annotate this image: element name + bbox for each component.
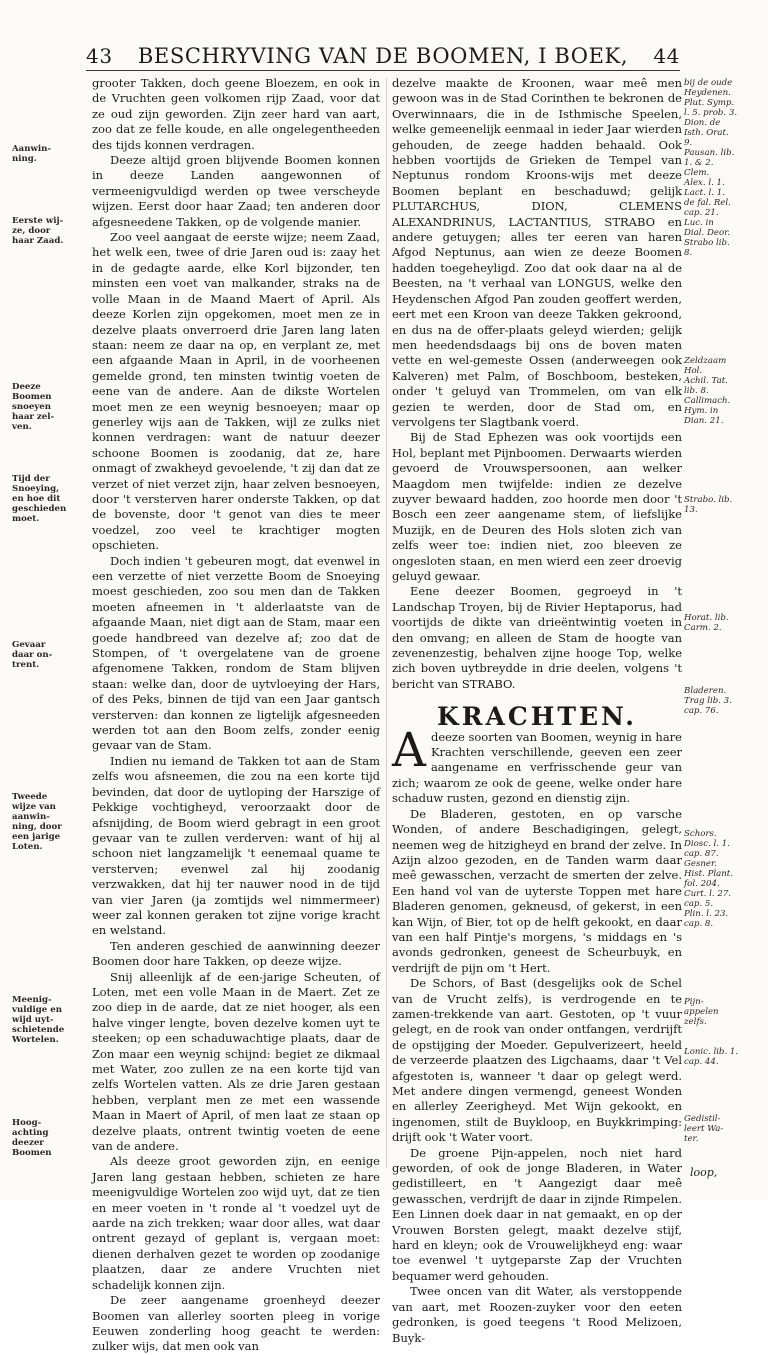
paragraph: Deeze altijd groen blijvende Boomen konnen in deeze Landen aangewonnen of vermeenigvuldigd werden op twee verscheyde wijzen. Eerst door haar Zaad; ten anderen door afgesneedene Takken, op de volgende manier. [92,153,380,229]
margin-citation-lonic: Lonic. lib. 1. cap. 44. [684,1047,739,1067]
paragraph: Eene deezer Boomen, gegroeyd in 't Landschap Troyen, bij de Rivier Heptaporus, had voortijds de dikte van drieëntwintig voeten in den omvang; en alleen de Stam de hoogte van zevenenzestig, behalven zijne hooge Top, welke zich boven uytbreydde in drie deelen, volgens 't bericht van STRABO. [392,584,682,691]
margin-note-gevaar: Gevaar daar on- trent. [12,640,53,670]
margin-citation-pijnappelen: Pijn- appelen zelfs. [684,997,719,1027]
section-title-krachten: KRACHTEN. [436,702,638,732]
margin-citation-heydenen: bij de oude Heydenen. Plut. Symp. l. 5. prob. 3. Dion. de Isth. Orat. 9. Pausan. lib. 1. & 2. Clem. Alex. l. 1. Lact. l. 1. de fal. Rel. cap. 21. Luc. in Dial. Deor. Strabo lib. 8. [684,78,738,258]
paragraph: De Bladeren, gestoten, en op varsche Wonden, of andere Beschadigingen, gelegt, neemen weg de hitzigheyd en brand der zelve. In Azijn alzoo gezoden, en de Tanden warm daar meê gewasschen, verzacht de smerten der zelve. Een hand vol van de uyterste Toppen met hare Bladeren genomen, gekneusd, of gekerst, in een kan Wijn, of Bier, tot op de helft gekookt, en daar van een half Pintje's morgens, 's middags en 's avonds gedronken, geneest de Scheurbuyk, en verdrijft de pijn om 't Hert. [392,806,682,975]
margin-note-tweede: Tweede wijze van aanwin- ning, door een jarige Loten. [12,792,62,852]
margin-note-hoogachting: Hoog- achting deezer Boomen [12,1118,52,1158]
paragraph: grooter Takken, doch geene Bloezem, en ook in de Vruchten geen volkomen rijp Zaad, voor dat ze oud zijn geworden. Zijn zeer hard van aart, zoo dat ze felle koude, en alle ongelegentheeden des tijds konnen verdragen. [92,76,380,152]
drop-cap: A [392,722,426,778]
paragraph: Snij alleenlijk af de een-jarige Scheuten, of Loten, met een volle Maan in de Maert. Zet ze zoo diep in de aarde, dat ze niet hooger, als een halve vinger lengte, boven dezelve komen uyt te steeken; op een schaduwachtige plaats, daar de Zon maar een weynig schijnd: begiet ze dikmaal met Water, zoo zullen ze na een korte tijd van zelfs Wortelen vatten. Als ze drie Jaren gestaan hebben, verplant men ze met een wassende Maan in Maert of April, of men laat ze staan op dezelve plaats, ontrent twintig voeten de eene van de andere. [92,969,380,1154]
page-header [86,44,680,72]
margin-citation-horat: Horat. lib. Carm. 2. [684,613,729,633]
paragraph: dezelve maakte de Kroonen, waar meê men gewoon was in de Stad Corinthen te bekronen de Overwinnaars, die in de Isthmische Speelen, welke gemeenelijk eenmaal in ieder Jaar wierden gehouden, de zeege hadden behaald. Ook hebben voortijds de Grieken de Tempel van Neptunus rondom Kroons-wijs met deeze Boomen beplant en beschaduwd; gelijk PLUTARCHUS, DION, CLEMENS ALEXANDRINUS, LACTANTIUS, STRABO en andere getuygen; alles ter eeren van haren Afgod Neptunus, aan wien ze deeze Boomen hadden toegeheyligd. Zoo dat ook daar na al de Beesten, na 't verhaal van LONGUS, welke den Heydenschen Afgod Pan zouden geoffert werden, eert met een Kroon van deeze Takken gekroond, en dus na de offer-plaats geleyd wierden; gelijk men heedendsdaags bij ons de boven maten vette en wel-gemeste Ossen (anderweegen ook Kalveren) met Palm, of Boschboom, besteken, onder 't geluyd van Trommelen, om van elk gezien te werden, door de Stad om, en vervolgens ter Slagtbank voerd. [392,76,682,429]
right-column [392,76,682,1346]
krachten-opening-text: deeze soorten van Boomen, weynig in hare Krachten verschillende, geeven een zeer aangename en verfrisschende geur van zich; waarom ze ook de geene, welke onder hare schaduw rusten, gezond en dienstig zijn. [392,729,682,806]
margin-note-aanwinning: Aanwin- ning. [12,144,51,164]
margin-citation-schors: Schors. Diosc. l. 1. cap. 87. Gesner. Hist. Plant. fol. 204. Curt. l. 27. cap. 5. Plin. l. 23. cap. 8. [684,829,733,929]
right-page-number: 44 [653,44,680,68]
header-rule [86,70,680,71]
paragraph: De Schors, of Bast (desgelijks ook de Schel van de Vrucht zelfs), is verdrogende en te zamen-trekkende van aart. Gestoten, op 't vuur gelegt, en de rook van onder ontfangen, verdrijft de opstijging der Moeder. Gepulverizeert, heeld de verzeerde plaatzen des Ligchaams, daar 't Vel afgestoten is, wanneer 't daar op gelegt werd. Met andere dingen vermengd, geneest Wonden en allerley Zeerigheyd. Met Wijn gekookt, en ingenomen, stilt de Buykloop, en Buykkrimping: drijft ook 't Water voort. [392,976,682,1145]
running-title: BESCHRYVING VAN DE BOOMEN, I BOEK, [137,44,629,68]
margin-note-wortelen: Meenig- vuldige en wijd uyt- schietende Wortelen. [12,995,65,1045]
margin-citation-strabo: Strabo. lib. 13. [684,495,733,515]
margin-citation-water: Gedistil- leert Wa- ter. [684,1114,724,1144]
paragraph: Twee oncen van dit Water, als verstoppende van aart, met Roozen-zuyker voor den eeten gedronken, is goed teegens 't Rood Melizoen, Buyk- [392,1284,682,1345]
krachten-opening [392,722,682,807]
paragraph: De zeer aangename groenheyd deezer Boomen van allerley soorten pleeg in vorige Eeuwen zonderling hoog geacht te werden: zulker wijs, dat men ook van [92,1293,380,1354]
paragraph: Bij de Stad Ephezen was ook voortijds een Hol, beplant met Pijnboomen. Derwaarts wierden gevoerd de Vrouwspersoonen, aan welker Maagdom men twijfelde: indien ze dezelve zuyver bewaard hadden, zoo hoorde men door 't Bosch een zeer aangename stem, of liefslijke Muzijk, en de Deuren des Hols sloten zich van zelfs weer toe: indien niet, zoo bleeven ze ongesloten staan, en men wierd een zeer droevig geluyd gewaar. [392,430,682,583]
right-catchword: loop, [690,1166,718,1179]
margin-citation-hol: Zeldzaam Hol. Achil. Tat. lib. 8. Callimach. Hym. in Dian. 21. [684,356,731,426]
paragraph: Als deeze groot geworden zijn, en eenige Jaren lang gestaan hebben, schieten ze hare meenigvuldige Wortelen zoo wijd uyt, dat ze tien en meer voeten in 't ronde al 't voedzel uyt de aarde na zich trekken; waar door alles, wat daar ontrent gezayd of geplant is, vergaan moet: dienen derhalven gezet te worden op zoodanige plaatzen, daar ze andere Vruchten niet schadelijk konnen zijn. [92,1154,380,1292]
paragraph: Indien nu iemand de Takken tot aan de Stam zelfs wou afsneemen, die zou na een korte tijd bevinden, dat door de uytloping der Harszige of Pekkige vochtigheyd, veroorzaakt door de afsnijding, de Boom wierd gebragt in een groot gevaar van te zullen verderven: want of hij al schoon niet langzamelijk 't eenemaal quame te versterven; evenwel zal hij zoodanig verzwakken, dat hij ter nauwer nood in de tijd van vier Jaren (ja zomtijds wel nimmermeer) weer zal konnen geraken tot zijne vorige kracht en welstand. [92,753,380,938]
margin-note-tijd: Tijd der Snoeying, en hoe dit geschieden moet. [12,474,67,524]
margin-citation-bladeren: Bladeren. Trag lib. 3. cap. 76. [684,686,732,716]
left-page-number: 43 [86,44,113,68]
margin-note-eerste-wijze: Eerste wij- ze, door haar Zaad. [12,216,64,246]
column-separator [386,78,387,1168]
left-column [92,76,380,1355]
paragraph: De groene Pijn-appelen, noch niet hard geworden, of ook de jonge Bladeren, in Water gedistilleert, en 't Aangezigt daar meê gewasschen, verdrijft de daar in zijnde Rimpelen. Een Linnen doek daar in nat gemaakt, en op der Vrouwen Borsten gelegt, maakt dezelve stijf, hard en kleyn; ook de Vrouwelijkheyd eng: waar toe evenwel 't uytgeparste Zap der Vruchten bequamer werd gehouden. [392,1145,682,1283]
paragraph: Doch indien 't gebeuren mogt, dat evenwel in een verzette of niet verzette Boom de Snoeying moest geschieden, zoo sou men dan de Takken moeten afneemen in 't alderlaatste van de afgaande Maan, niet digt aan de Stam, maar een goede handbreed van dezelve af; zoo dat de Stompen, of 't overgelatene van de groene afgenomene Takken, rondom de Stam blijven staan: welke dan, door de uytvloeying der Hars, of des Peks, binnen de tijd van een Jaar gantsch versterven: dan konnen ze ligtelijk afgesneeden werden tot aan den Boom zelfs, zonder eenig gevaar van de Stam. [92,553,380,753]
margin-note-snoeyen: Deeze Boomen snoeyen haar zel- ven. [12,382,55,432]
paragraph: Ten anderen geschied de aanwinning deezer Boomen door hare Takken, op deeze wijze. [92,938,380,969]
paragraph: Zoo veel aangaat de eerste wijze; neem Zaad, het welk een, twee of drie Jaren oud is: zaay het in de gedagte aarde, elke Korl bijzonder, ten minsten een voet van malkander, straks na de volle Maan in de Maand Maert of April. Als deeze Korlen zijn opgekomen, moet men ze in dezelve plaats onverroerd drie Jaren lang laten staan: neem ze daar na op, en verplant ze, met een afgaande Maan in April, in de voorheenen gemelde grond, ten minsten twintig voeten de eene van de andere. Aan de dikste Wortelen moet men ze een weynig besnoeyen; maar op generley wijs aan de Takken, wijl ze zulks niet konnen verdragen: want de natuur deezer schoone Boomen is zoodanig, dat ze, hare onmagt of zwakheyd gevoelende, 't zij dan dat ze verzet of niet verzet zijn, haar zelven besnoeyen, door 't versterven harer onderste Takken, op dat de bovenste, door 't genot van dies te meer voedzel, zoo veel te krachtiger mogten opschieten. [92,230,380,553]
